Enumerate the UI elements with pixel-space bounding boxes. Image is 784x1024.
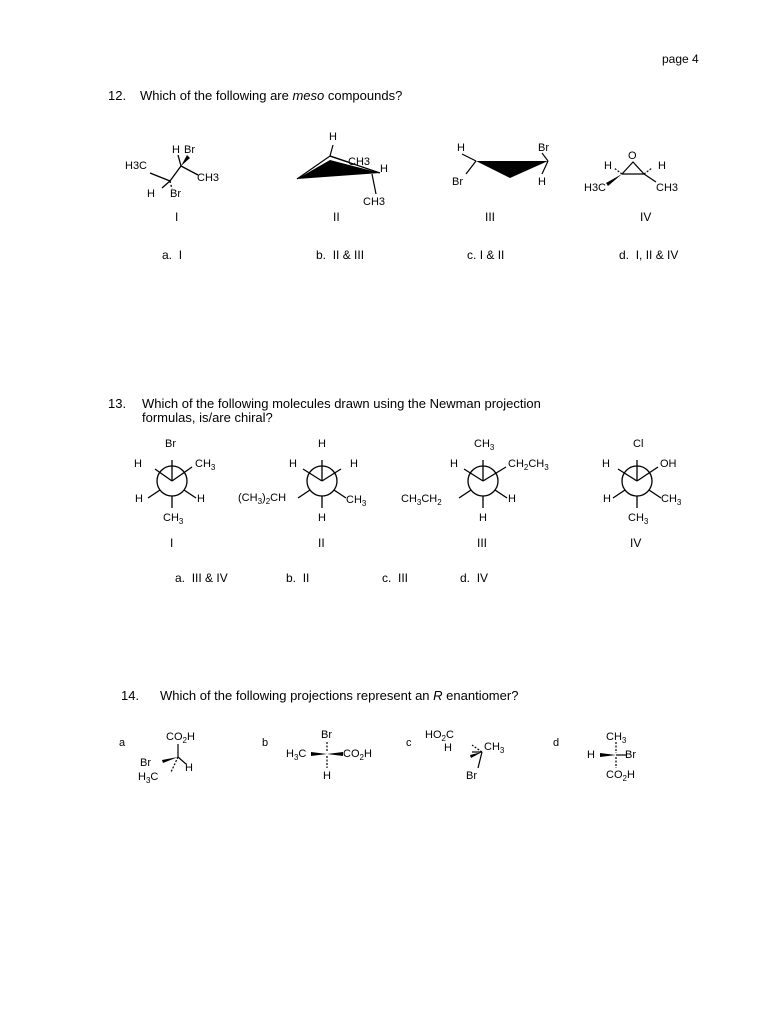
q14-prompt-start: Which of the following projections represent an	[160, 688, 434, 703]
q12-choice-a-letter: a.	[162, 248, 173, 262]
q14-b-br: Br	[321, 729, 332, 741]
struct-I-numeral: I	[175, 210, 179, 224]
q12-number: 12.	[108, 88, 127, 103]
q14-option-a-letter[interactable]: a	[119, 737, 126, 749]
newman-III-sub2: 2	[523, 463, 529, 472]
newman-I-back-left: H	[135, 493, 143, 505]
q14-d-br: Br	[625, 749, 636, 761]
newman-III-front-left: H	[450, 458, 458, 470]
q14-a-h: H	[185, 762, 193, 774]
q12-prompt-italic: meso	[292, 88, 325, 103]
struct-IV-numeral: IV	[640, 210, 652, 224]
newman-III-sub4: 3	[416, 498, 422, 507]
newman-II-sub: 3	[257, 497, 263, 506]
newman-II-front-left: H	[289, 458, 297, 470]
newman-III-front-right: $CH_2CH_3$	[508, 458, 549, 472]
struct-III-numeral: III	[485, 210, 496, 224]
option-b-bonds	[311, 742, 343, 768]
q14-option-c-letter[interactable]: c	[406, 737, 412, 749]
q12-prompt-start: Which of the following are	[140, 88, 293, 103]
newman-III-back-bottom: H	[479, 512, 487, 524]
newman-III-sub5: 2	[437, 498, 442, 507]
newman-II-sub3: 3	[361, 499, 367, 508]
struct-IV-o: O	[628, 150, 637, 162]
q12-prompt-end: compounds?	[324, 88, 403, 103]
newman-I-back-bottom: $CH_3$	[163, 512, 184, 526]
struct-II-h-right: H	[380, 163, 388, 175]
q13-choice-c-letter: c.	[382, 571, 392, 585]
q14-c-sub: 2	[441, 734, 446, 743]
q14-a-br: Br	[140, 757, 151, 769]
q13-choice-b-text: II	[302, 571, 310, 585]
q14-d-sub2: 2	[622, 774, 627, 783]
q14-prompt-end: enantiomer?	[442, 688, 519, 703]
struct-III-br-right: Br	[538, 142, 549, 154]
q14-a-co2h: $CO_2H$	[166, 731, 195, 745]
newman-IV-back-right: $CH_3$	[661, 493, 682, 507]
newman-III-back-left: $CH_3CH_2$	[401, 493, 442, 507]
q13-choice-b-letter: b.	[286, 571, 297, 585]
q13-choice-d-letter: d.	[460, 571, 471, 585]
newman-IV-front-left: H	[602, 458, 610, 470]
q14-d-h: H	[587, 749, 595, 761]
newman-II-back-left: $(CH_3)_2CH$	[238, 492, 287, 506]
newman-I-back-right: H	[197, 493, 205, 505]
struct-II-h-top: H	[329, 131, 337, 143]
newman-I-front-right: $CH_3$	[195, 458, 216, 472]
struct-IV-ch3: CH3	[656, 182, 679, 194]
q14-d-sub: 3	[621, 736, 627, 745]
struct-I-br-bottom: Br	[170, 188, 181, 200]
newman-II-sub2: 2	[265, 497, 271, 506]
struct-IV-h3c: H3C	[584, 182, 607, 194]
q14-option-b-letter[interactable]: b	[262, 737, 269, 749]
struct-II-ch3-bottom: CH3	[363, 196, 386, 208]
q14-c-ch3: $CH_3$	[484, 741, 505, 755]
newman-IV-sub2: 3	[643, 517, 649, 526]
newman-IV-numeral: IV	[630, 536, 642, 550]
struct-I-h3c: H3C	[125, 160, 148, 172]
q14-a-sub: 2	[182, 736, 187, 745]
q14-b-sub2: 2	[359, 753, 364, 762]
q14-d-ch3: $CH_3$	[606, 731, 627, 745]
option-c-bonds	[470, 745, 482, 768]
struct-II-ch3-top: CH3	[348, 156, 371, 168]
q14-d-co2h: $CO_2H$	[606, 769, 635, 783]
struct-II-numeral: II	[333, 210, 340, 224]
q14-c-br: Br	[466, 770, 477, 782]
newman-I-front-left: H	[134, 458, 142, 470]
newman-III-numeral: III	[477, 536, 488, 550]
q13-choice-a-text: III & IV	[191, 571, 228, 585]
newman-IV-back-bottom: $CH_3$	[628, 512, 649, 526]
q12-choice-c-letter: c.	[467, 248, 477, 262]
newman-IV-sub: 3	[676, 498, 682, 507]
q12-choice-b-text: II & III	[332, 248, 365, 262]
q14-b-h3c: $H_3C$	[286, 748, 307, 762]
q14-prompt-italic: R	[433, 688, 443, 703]
struct-III-h-left: H	[457, 142, 465, 154]
q14-c-h: H	[444, 742, 452, 754]
option-d-bonds	[600, 742, 627, 768]
newman-II-front-top: H	[318, 438, 326, 450]
q13-choice-c-text: III	[398, 571, 409, 585]
q13-number: 13.	[108, 396, 127, 411]
newman-IV-front-right: OH	[660, 458, 677, 470]
newman-III-back-right: H	[508, 493, 516, 505]
q14-option-d-letter[interactable]: d	[553, 737, 560, 749]
newman-III-sub3: 3	[544, 463, 549, 472]
q14-b-sub: 3	[293, 753, 299, 762]
struct-III-h-right: H	[538, 176, 546, 188]
q14-number: 14.	[121, 688, 140, 703]
struct-I-br-top: Br	[184, 144, 195, 156]
q12-choice-d-letter: d.	[619, 248, 630, 262]
q13-choice-a-letter: a.	[175, 571, 186, 585]
q14-a-sub2: 3	[145, 776, 151, 785]
q13-prompt-line1: Which of the following molecules drawn using the Newman projection	[142, 396, 541, 411]
struct-III-br-left: Br	[452, 176, 463, 188]
struct-I-ch3: CH3	[197, 172, 220, 184]
q13-choice-d-text: IV	[476, 571, 489, 585]
newman-IV-back-left: H	[603, 493, 611, 505]
q14-c-ho2c: $HO_2C$	[425, 729, 454, 743]
newman-II-back-bottom: H	[318, 512, 326, 524]
newman-I-sub: 3	[210, 463, 216, 472]
page-number: page 4	[662, 52, 699, 66]
q12-choice-a-text: I	[178, 248, 183, 262]
newman-II-back-right: $CH_3$	[346, 494, 367, 508]
newman-II-numeral: II	[318, 536, 325, 550]
q12-choice-d-text: I, II & IV	[635, 248, 679, 262]
struct-IV-h-right: H	[658, 160, 666, 172]
newman-I-numeral: I	[170, 536, 174, 550]
q14-b-h: H	[323, 770, 331, 782]
q12-choice-c-text: I & II	[479, 248, 505, 262]
newman-III-front-top: $CH_3$	[474, 438, 495, 452]
option-a-bonds	[162, 744, 186, 772]
q12-choice-b-letter: b.	[316, 248, 327, 262]
q13-prompt-line2: formulas, is/are chiral?	[142, 410, 273, 425]
struct-I-h-top: H	[172, 144, 180, 156]
q14-b-co2h: $CO_2H$	[343, 748, 372, 762]
q14-c-sub2: 3	[499, 746, 505, 755]
newman-I-bottom-sub: 3	[178, 517, 184, 526]
newman-III-sub: 3	[489, 443, 495, 452]
q14-a-h3c: $H_3C$	[138, 771, 159, 785]
struct-I-h-bottom: H	[147, 188, 155, 200]
newman-II-front-right: H	[350, 458, 358, 470]
newman-IV-front-top: Cl	[633, 438, 644, 450]
struct-IV-h-left: H	[604, 160, 612, 172]
newman-I-front-top: Br	[165, 438, 176, 450]
